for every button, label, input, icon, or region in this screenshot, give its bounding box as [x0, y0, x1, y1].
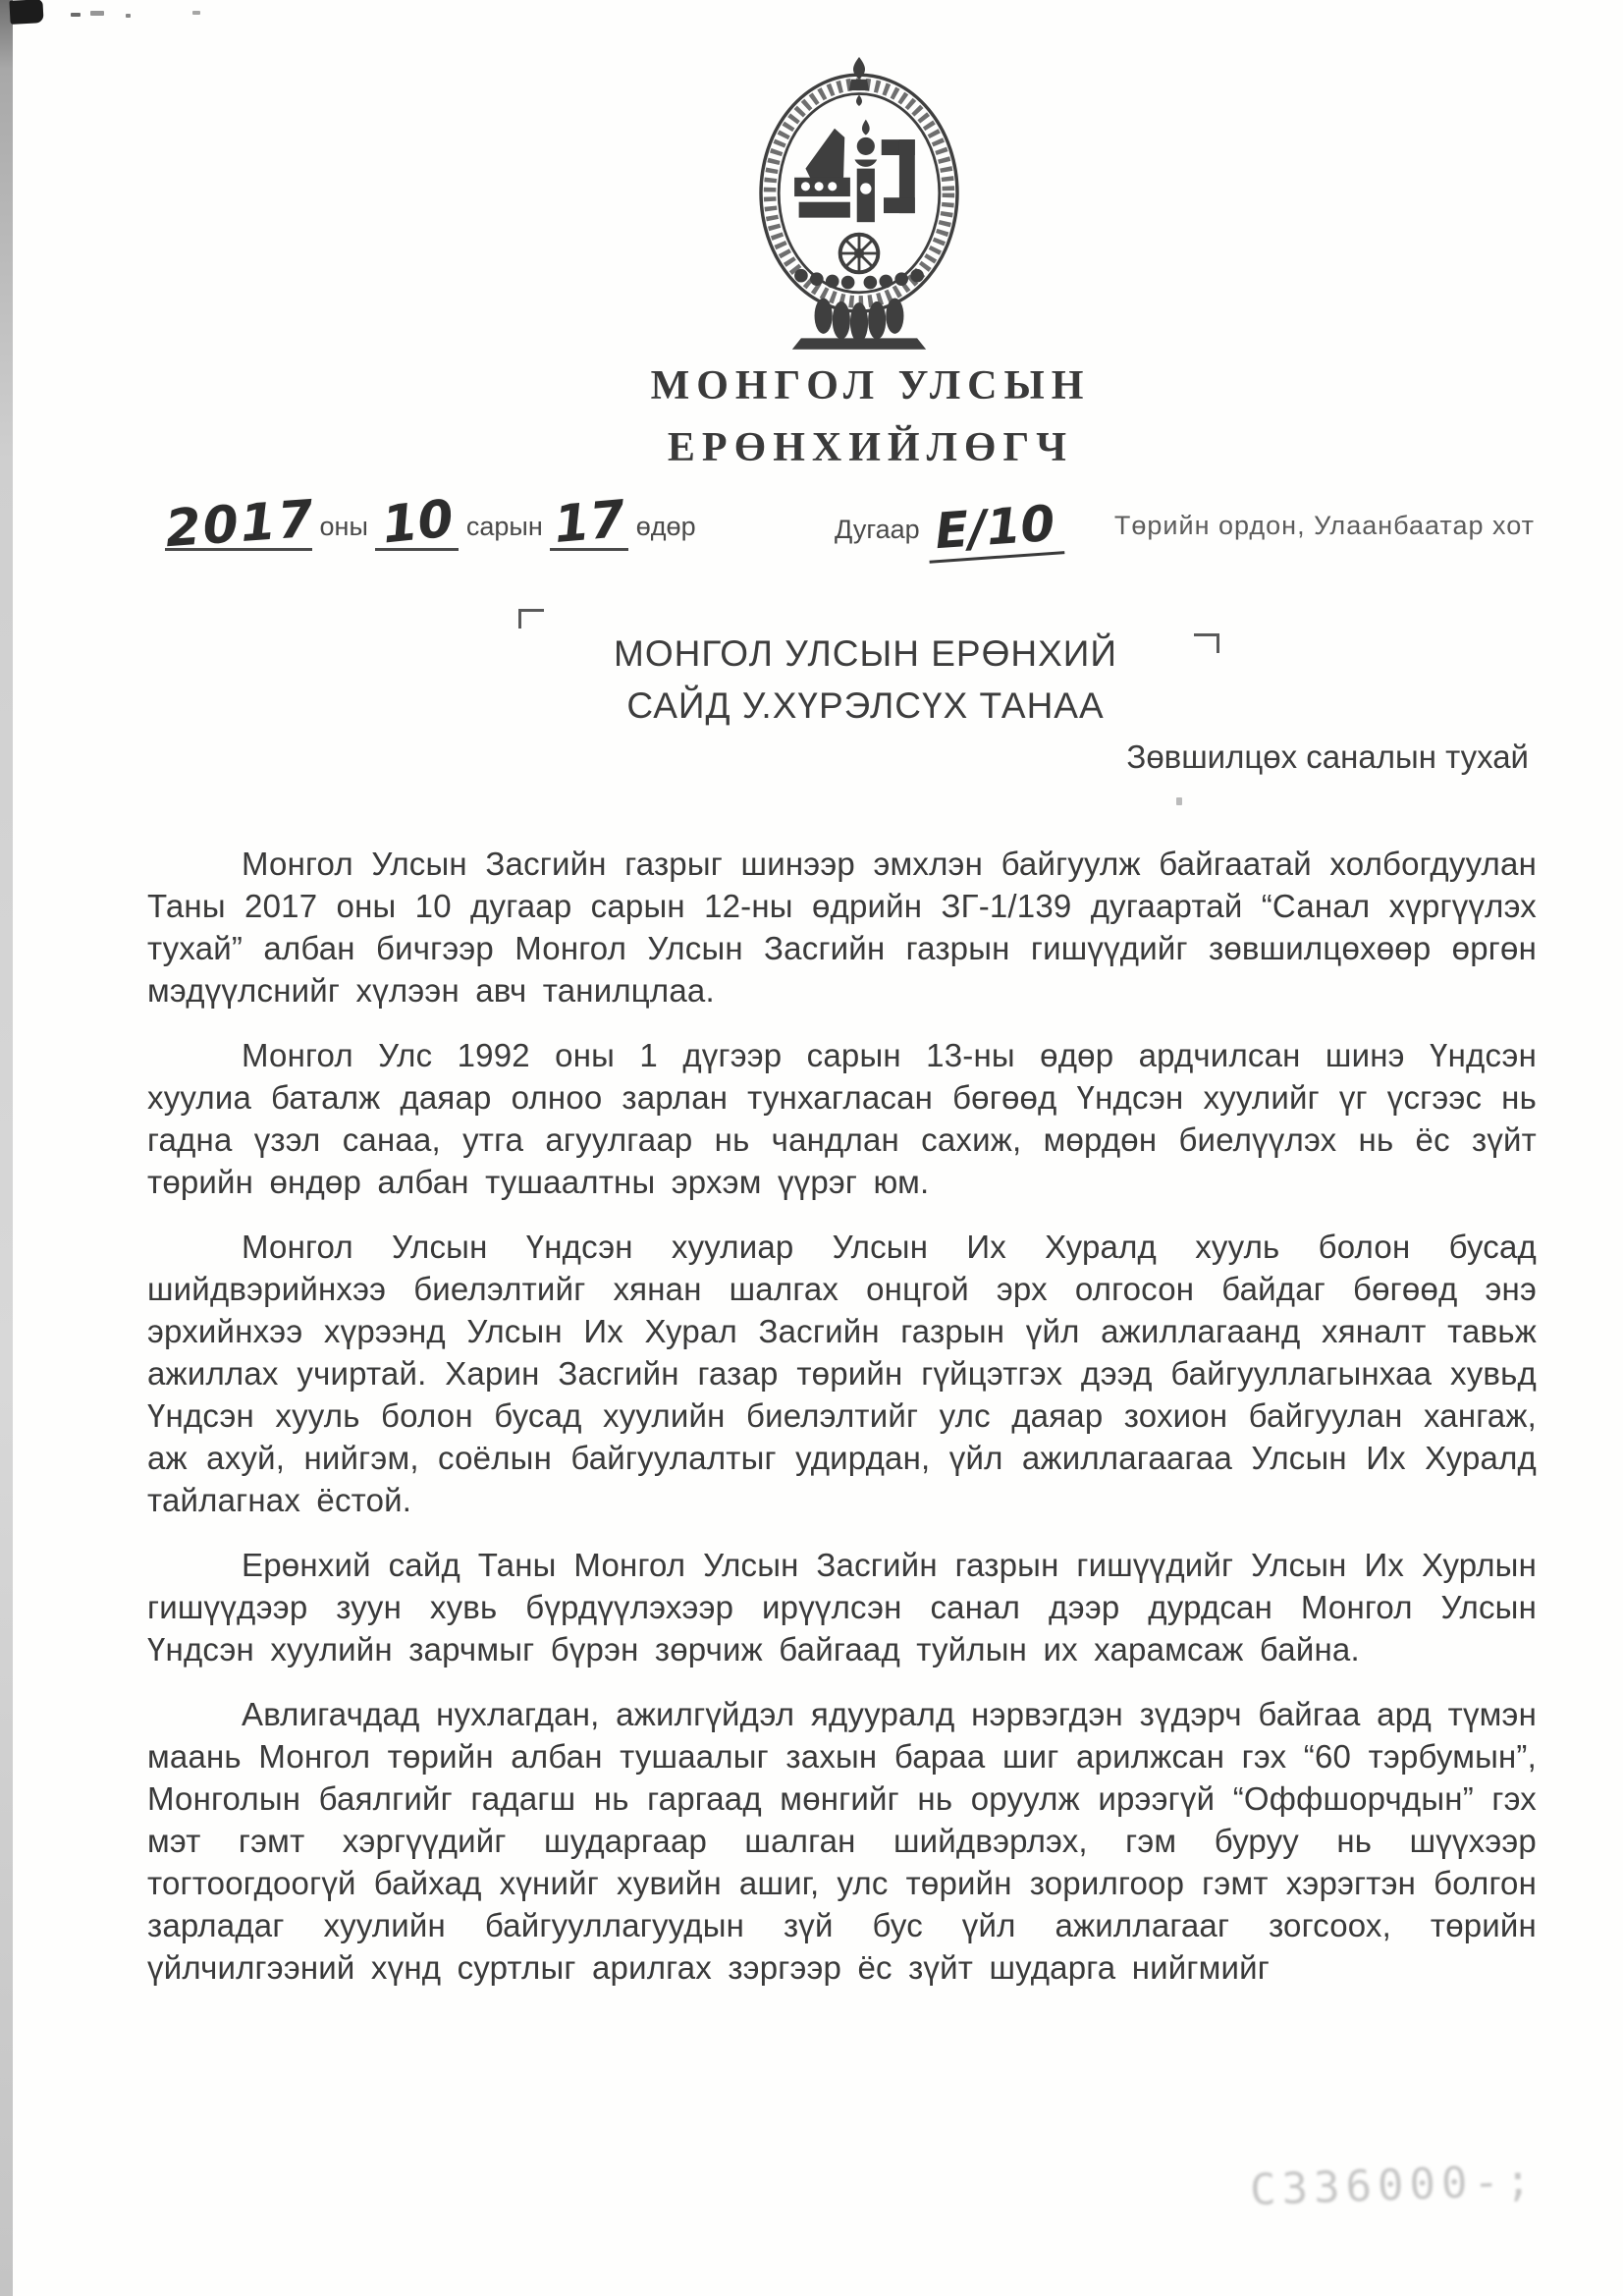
org-name-line2: ЕРӨНХИЙЛӨГЧ	[667, 425, 1074, 470]
paragraph-2: Монгол Улс 1992 оны 1 дүгээр сарын 13-ны өдөр ардчилсан шинэ Үндсэн хуулиа баталж даяар олноо зарлан тунхагласан бөгөөд Үндсэн хуулийг үг үсгээс нь гадна үзэл санаа, утга агуулгаар нь чандлан сахиж, мөрдөн биелүүлэх нь ёс зүйт төрийн өндөр албан тушаалтны эрхэм үүрэг юм.	[147, 1037, 1537, 1200]
handwritten-day: 17	[551, 489, 628, 556]
paragraph-1: Монгол Улсын Засгийн газрыг шинээр эмхлэн байгуулж байгаатай холбогдуулан Таны 2017 оны 10 дугаар сарын 12-ны өдрийн ЗГ-1/139 дугаартай “Санал хүргүүлэх тухай” албан бичгээр Монгол Улсын Засгийн газрын гишүүдийг зөвшилцөхөөр өргөн мэдүүлснийг хүлээн авч танилцлаа.	[147, 846, 1537, 1009]
year-blank	[163, 489, 318, 560]
handwritten-year: 2017	[163, 489, 318, 560]
scan-speck	[90, 11, 104, 16]
recipient-line1: МОНГОЛ УЛСЫН ЕРӨНХИЙ	[614, 633, 1117, 674]
paragraph-4: Ерөнхий сайд Таны Монгол Улсын Засгийн газрын гишүүдийг Улсын Их Хурлын гишүүдээр зуун хувь бүрдүүлэхээр ирүүлсэн санал дээр дурдсан Монгол Улсын Үндсэн хуулийн зарчмыг бүрэн зөрчиж байгаад туйлын их харамсаж байна.	[147, 1547, 1537, 1667]
letterhead-title	[0, 355, 1623, 479]
org-name-line1: МОНГОЛ УЛСЫН	[650, 363, 1091, 409]
stamp-number: С336000-;	[1248, 2155, 1538, 2216]
month-label: сарын	[465, 512, 543, 541]
scan-speck	[71, 13, 81, 17]
scan-speck	[1176, 797, 1182, 805]
letterhead-emblem	[0, 57, 1623, 356]
letter-body	[147, 843, 1537, 2011]
handwritten-number: Е/10	[926, 494, 1065, 563]
scan-speck	[192, 11, 200, 15]
date-fields	[163, 489, 696, 560]
handwritten-month: 10	[379, 489, 457, 556]
month-blank	[375, 489, 459, 556]
address-corner-mark-left	[518, 609, 544, 629]
subject-line: Зөвшилцөх саналын тухай	[1126, 738, 1529, 775]
scan-corner-mark	[9, 0, 43, 25]
mongolia-emblem-icon	[736, 57, 982, 352]
number-blank	[927, 493, 1057, 561]
year-label: оны	[319, 512, 368, 541]
day-label: өдөр	[635, 512, 696, 541]
paragraph-3: Монгол Улсын Үндсэн хуулиар Улсын Их Хуралд хууль болон бусад шийдвэрийнхээ биелэлтийг хянан шалгах онцгой эрх олгосон байдаг бөгөөд энэ эрхийнхээ хүрээнд Улсын Их Хурал Засгийн газрын үйл ажиллагаанд хяналт тавьж ажиллах учиртай. Харин Засгийн газар төрийн гүйцэтгэх дээд байгууллагынхаа хувьд Үндсэн хууль болон бусад хуулийн биелэлтийг улс даяар зохион байгуулан хангаж, аж ахуй, нийгэм, соёлын байгуулалтыг удирдан, үйл ажиллагаагаа Улсын Их Хуралд тайлагнах ёстой.	[147, 1229, 1537, 1518]
place-line: Төрийн ордон, Улаанбаатар хот	[1113, 511, 1535, 540]
paragraph-5: Авлигачдад нухлагдан, ажилгүйдэл ядууралд нэрвэгдэн зүдэрч байгаа ард түмэн маань Монгол төрийн албан тушаалыг захын бараа шиг арилжсан гэх “60 тэрбумын”, Монголын баялгийг гадагш нь гаргаад мөнгийг нь оруулж ирээгүй “Оффшорчдын” гэх мэт гэмт хэргүүдийг шударгаар шалган шийдвэрлэх, гэм буруу нь шүүхээр тогтоогдоогүй байхад хүнийг хувийн ашиг, улс төрийн зорилгоор гэмт хэрэгтэн болгон зарладаг хуулийн байгууллагуудын зүй бус үйл ажиллагааг зогсоох, төрийн үйлчилгээний хүнд суртлыг арилгах зэргээр ёс зүйт шударга нийгмийг	[147, 1696, 1537, 1986]
document-number-field	[835, 493, 1057, 561]
day-blank	[550, 489, 628, 556]
scan-speck	[126, 14, 131, 18]
recipient-line2: САЙД У.ХҮРЭЛСҮХ ТАНАА	[626, 684, 1105, 726]
number-label: Дугаар	[835, 515, 920, 544]
recipient-block	[0, 629, 1623, 732]
date-number-line	[0, 471, 1623, 560]
